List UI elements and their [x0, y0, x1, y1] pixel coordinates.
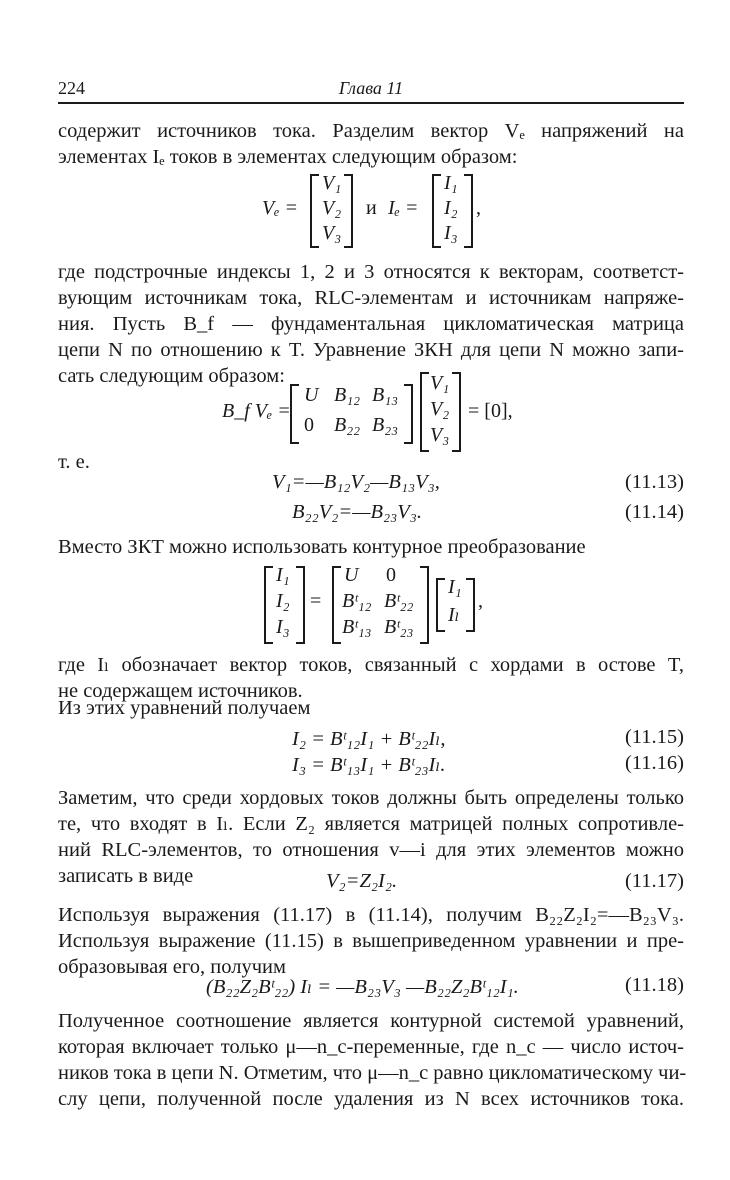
paragraph-intro	[58, 118, 684, 170]
matrix-entry: U	[304, 384, 319, 406]
matrix-entry: Bᵗ₂₂	[384, 590, 414, 612]
matrix-entry: V₃	[322, 222, 342, 244]
page-number: 224	[58, 78, 85, 98]
bracket-left	[436, 578, 445, 632]
matrix-entry: V₁	[430, 372, 450, 394]
bracket-left	[264, 566, 273, 644]
text-line: вующим источникам тока, RLC-элементам и источникам напряже-	[58, 287, 684, 309]
equation-11-17	[58, 870, 684, 896]
text-line: содержит источников тока. Разделим вектор Vₑ напряжений на	[58, 120, 684, 142]
equation-number: (11.17)	[624, 870, 684, 892]
bracket-left	[310, 174, 319, 248]
matrix-entry: B₂₂	[334, 414, 361, 436]
bracket-left	[290, 384, 299, 444]
text-line: Из этих уравнений получаем	[58, 697, 311, 719]
book-page	[58, 0, 687, 1180]
equation-expression: (B₂₂Z₂Bᵗ₂₂) Iₗ = —B₂₃V₃ —B₂₂Z₂Bᵗ₁₂I₁.	[206, 976, 519, 998]
equation-expression: I₂ = Bᵗ₁₂I₁ + Bᵗ₂₂Iₗ,	[292, 728, 446, 750]
paragraph-substitution	[58, 902, 684, 980]
text-line: Используя выражения (11.17) в (11.14), получим B₂₂Z₂I₂=—B₂₃V₃.	[58, 904, 684, 926]
equation-number: (11.13)	[624, 471, 684, 493]
trailing-comma: ,	[478, 590, 483, 612]
matrix-entry: V₂	[430, 398, 450, 420]
chapter-title: Глава 11	[338, 78, 404, 98]
matrix-entry: V₃	[430, 424, 450, 446]
text-line: Полученное соотношение является контурной системой уравнений,	[58, 1010, 684, 1032]
bracket-left	[420, 372, 429, 452]
matrix-entry: Bᵗ₁₂	[342, 590, 372, 612]
matrix-entry: I₃	[276, 616, 290, 638]
matrix-entry: Bᵗ₂₃	[384, 616, 414, 638]
equation-11-15	[58, 726, 684, 752]
text-line: Заметим, что среди хордовых токов должны быть определены только	[58, 787, 684, 809]
equation-lhs-i: Iₑ =	[388, 197, 419, 219]
equation-expression: B₂₂V₂=—B₂₃V₃.	[292, 501, 423, 523]
matrix-entry: I₁	[444, 172, 458, 194]
equation-number: (11.18)	[624, 974, 684, 996]
matrix-entry: I₂	[276, 590, 290, 612]
matrix-entry: I₂	[444, 197, 458, 219]
loop-transform-equation	[58, 562, 684, 646]
text-line: цепи N по отношению к T. Уравнение ЗКН для цепи N можно запи-	[58, 339, 684, 361]
text-line: ников тока в цепи N. Отметим, что μ—n_c равно цикломатическому чи-	[58, 1062, 687, 1084]
matrix-entry: I₃	[444, 222, 458, 244]
bracket-left	[332, 566, 341, 644]
matrix-entry: V₁	[322, 172, 342, 194]
equation-11-14	[58, 501, 684, 527]
matrix-entry: I₁	[276, 564, 290, 586]
matrix-entry: U	[344, 564, 359, 586]
equation-expression: I₃ = Bᵗ₁₃I₁ + Bᵗ₂₃Iₗ.	[292, 754, 446, 776]
paragraph-from-equations	[58, 695, 684, 721]
bracket-left	[432, 174, 441, 248]
equation-rhs: = [0],	[468, 400, 513, 422]
equation-lhs: B_f Vₑ =	[222, 400, 291, 422]
bracket-right	[452, 372, 461, 452]
equation-11-16	[58, 752, 684, 778]
paragraph-definitions	[58, 259, 684, 389]
equation-number: (11.16)	[624, 752, 684, 774]
bracket-right	[344, 174, 353, 248]
equation-expression: V₂=Z₂I₂.	[326, 870, 398, 892]
kvl-matrix-equation	[58, 372, 684, 454]
text-line: сать следующим образом:	[58, 365, 285, 387]
bracket-right	[404, 384, 413, 444]
text-line: образовывая его, получим	[58, 956, 286, 978]
text-line: где Iₗ обозначает вектор токов, связанный с хордами в остове T,	[58, 654, 684, 676]
trailing-comma: ,	[476, 197, 481, 219]
equation-expression: V₁=—B₁₂V₂—B₁₃V₃,	[272, 471, 440, 493]
text-line: ния. Пусть B_f — фундаментальная цикломатическая матрица	[58, 313, 684, 335]
te-label: т. е.	[58, 451, 90, 473]
paragraph-conclusion	[58, 1008, 687, 1112]
matrix-entry: B₂₃	[372, 414, 399, 436]
text-line: слу цепи, полученной после удаления из N всех источников тока.	[58, 1088, 684, 1110]
equation-number: (11.15)	[624, 726, 684, 748]
bracket-right	[466, 578, 475, 632]
text-line: Используя выражение (11.15) в вышеприведенном уравнении и пре-	[58, 930, 684, 952]
equation-lhs-v: Vₑ =	[262, 197, 298, 219]
text-line: не содержащем источников.	[58, 680, 303, 702]
equation-11-18	[58, 974, 684, 1000]
text-line: записать в виде	[58, 865, 194, 887]
bracket-right	[420, 566, 429, 644]
equation-11-13	[58, 471, 684, 497]
text-line: которая включает только μ—n_c-переменные, где n_c — число источ-	[58, 1036, 684, 1058]
bracket-right	[464, 174, 473, 248]
text-line: где подстрочные индексы 1, 2 и 3 относятся к векторам, соответст-	[58, 261, 684, 283]
matrix-entry: I₁	[448, 576, 462, 598]
matrix-entry: Bᵗ₁₃	[342, 616, 372, 638]
matrix-entry: 0	[386, 564, 396, 586]
bracket-right	[296, 566, 305, 644]
matrix-entry: Iₗ	[448, 604, 460, 626]
matrix-entry: B₁₂	[334, 384, 361, 406]
text-line: ний RLC-элементов, то отношения v—i для этих элементов можно	[58, 839, 684, 861]
matrix-entry: V₂	[322, 197, 342, 219]
text-line: Вместо ЗКТ можно использовать контурное преобразование	[58, 536, 586, 558]
text-line: те, что входят в Iₗ. Если Z₂ является матрицей полных сопротивле-	[58, 813, 684, 835]
text-line: элементах Iₑ токов в элементах следующим образом:	[58, 146, 518, 168]
conjunction: и	[366, 197, 377, 219]
matrix-entry: 0	[304, 414, 314, 436]
equals-sign: =	[310, 590, 322, 612]
vector-partition-equation	[58, 170, 684, 252]
equation-number: (11.14)	[624, 501, 684, 523]
page-header	[58, 76, 684, 104]
paragraph-kct	[58, 534, 684, 560]
matrix-entry: B₁₃	[372, 384, 399, 406]
